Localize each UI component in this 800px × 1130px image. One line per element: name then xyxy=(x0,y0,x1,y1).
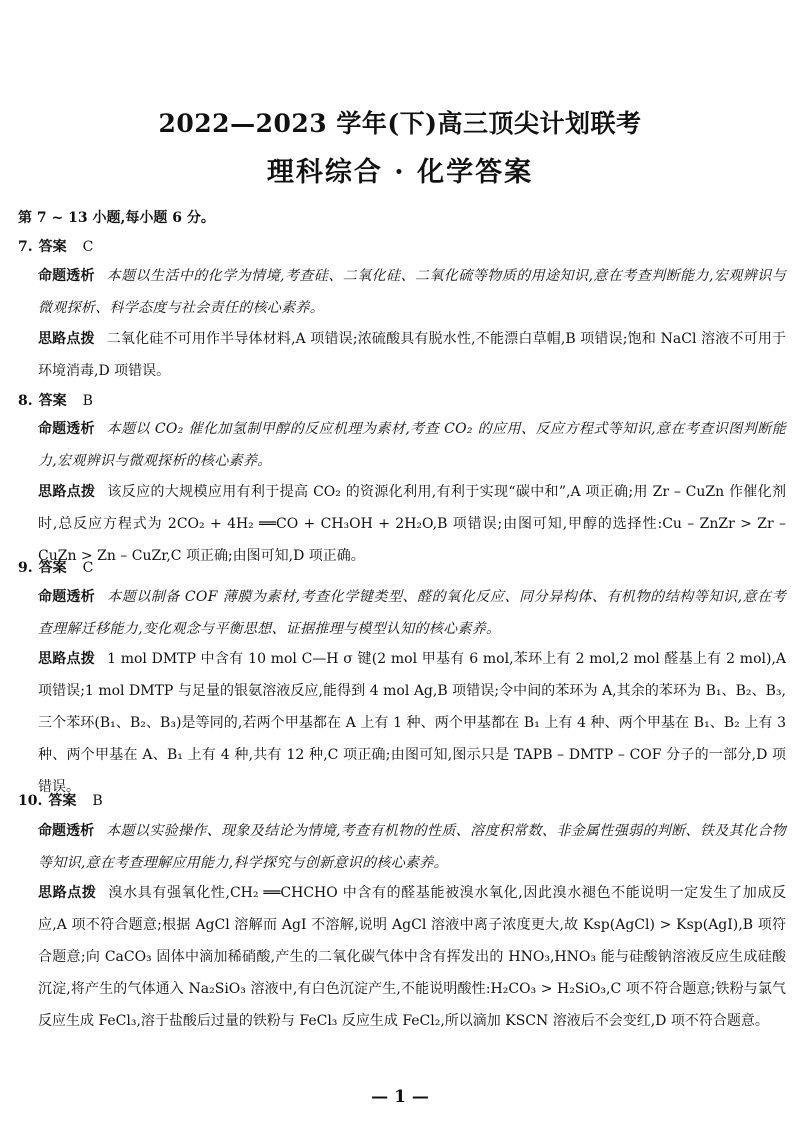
question-number: 10. xyxy=(18,793,43,809)
question-7-hint xyxy=(38,323,786,387)
analysis-label: 命题透析 xyxy=(38,268,95,284)
hint-text: 二氧化硅不可用作半导体材料,A 项错误;浓硫酸具有脱水性,不能漂白草帽,B 项错误;饱和 NaCl 溶液不可用于环境消毒,D 项错误。 xyxy=(38,331,786,379)
hint-text: 溴水具有强氧化性,CH₂ ══CHCHO 中含有的醛基能被溴水氧化,因此溴水褪色不能说明一定发生了加成反应,A 项不符合题意;根据 AgCl 溶解而 AgI 不溶解,说明 AgCl 溶液中离子浓度更大,故 Ksp(AgCl) > Ksp(AgI),B 项符合题意;向 CaCO₃ 固体中滴加稀硝酸,产生的二氧化碳气体中含有挥发出的 HNO₃,HNO₃ 能与硅酸钠溶液反应生成硅酸沉淀,将产生的气体通入 Na₂SiO₃ 溶液中,有白色沉淀产生,不能说明酸性:H₂CO₃ > H₂SiO₃,C 项不符合题意;铁粉与氯气反应生成 FeCl₃,溶于盐酸后过量的铁粉与 FeCl₃ 反应生成 FeCl₂,所以滴加 KSCN 溶液后不会变红,D 项不符合题意。 xyxy=(38,885,786,1029)
question-number: 8. xyxy=(18,393,33,409)
exam-title: 2022—2023 学年(下)高三顶尖计划联考 xyxy=(158,109,642,138)
scoring-intro: 第 7 ~ 13 小题,每小题 6 分。 xyxy=(18,210,215,226)
answer-value: C xyxy=(82,239,94,255)
page-number: — 1 — xyxy=(371,1087,429,1107)
question-10-hint xyxy=(38,877,786,1037)
hint-label: 思路点拨 xyxy=(38,651,96,667)
analysis-text: 本题以生活中的化学为情境,考查硅、二氧化硅、二氧化硫等物质的用途知识,意在考查判断能力,宏观辨识与微观探析、科学态度与社会责任的核心素养。 xyxy=(38,268,786,316)
hint-label: 思路点拨 xyxy=(38,885,97,901)
analysis-label: 命题透析 xyxy=(38,823,95,839)
hint-label: 思路点拨 xyxy=(38,484,96,500)
question-10-answer xyxy=(18,790,103,810)
question-8-answer xyxy=(18,390,93,410)
question-9-answer xyxy=(18,557,93,577)
question-9-hint xyxy=(38,643,786,803)
question-7-answer xyxy=(18,236,93,256)
analysis-text: 本题以实验操作、现象及结论为情境,考查有机物的性质、溶度积常数、非金属性强弱的判断、铁及其化合物等知识,意在考查理解应用能力,科学探究与创新意识的核心素养。 xyxy=(38,823,786,871)
answer-label: 答案 xyxy=(38,393,67,409)
question-10-analysis xyxy=(38,815,786,879)
answer-label: 答案 xyxy=(38,239,67,255)
question-8-hint xyxy=(38,476,786,572)
question-8-analysis xyxy=(38,413,786,477)
answer-value: C xyxy=(82,560,94,576)
analysis-text: 本题以制备 COF 薄膜为素材,考查化学键类型、醛的氧化反应、同分异构体、有机物的结构等知识,意在考查理解迁移能力,变化观念与平衡思想、证据推理与模型认知的核心素养。 xyxy=(38,589,787,637)
question-number: 7. xyxy=(18,239,33,255)
question-9-analysis xyxy=(38,581,786,645)
answer-value: B xyxy=(92,793,103,809)
answer-value: B xyxy=(82,393,93,409)
hint-text: 1 mol DMTP 中含有 10 mol C—H σ 键(2 mol 甲基有 6 mol,苯环上有 2 mol,2 mol 醛基上有 2 mol),A 项错误;1 mol DMTP 与足量的银氨溶液反应,能得到 4 mol Ag,B 项错误;令中间的苯环为 A,其余的苯环为 B₁、B₂、B₃,三个苯环(B₁、B₂、B₃)是等同的,若两个甲基都在 A 上有 1 种、两个甲基都在 B₁ 上有 4 种、两个甲基在 B₁、B₂ 上有 3 种、两个甲基在 A、B₁ 上有 4 种,共有 12 种,C 项正确;由图可知,图示只是 TAPB – DMTP – COF 分子的一部分,D 项错误。 xyxy=(38,651,787,795)
question-7-analysis xyxy=(38,260,786,324)
analysis-text: 本题以 CO₂ 催化加氢制甲醇的反应机理为素材,考查 CO₂ 的应用、反应方程式等知识,意在考查识图判断能力,宏观辨识与微观探析的核心素养。 xyxy=(38,421,786,469)
answer-label: 答案 xyxy=(38,560,67,576)
analysis-label: 命题透析 xyxy=(38,589,96,605)
hint-text: 该反应的大规模应用有利于提高 CO₂ 的资源化利用,有利于实现“碳中和”,A 项正确;用 Zr – CuZn 作催化剂时,总反应方程式为 2CO₂ + 4H₂ ══CO + CH₃OH + 2H₂O,B 项错误;由图可知,甲醇的选择性:Cu – ZnZr > Zr – CuZn > Zn – CuZr,C 项正确;由图可知,D 项正确。 xyxy=(38,484,787,564)
analysis-label: 命题透析 xyxy=(38,421,95,437)
exam-subtitle: 理科综合 · 化学答案 xyxy=(266,157,534,188)
question-number: 9. xyxy=(18,560,33,576)
hint-label: 思路点拨 xyxy=(38,331,95,347)
answer-label: 答案 xyxy=(48,793,77,809)
